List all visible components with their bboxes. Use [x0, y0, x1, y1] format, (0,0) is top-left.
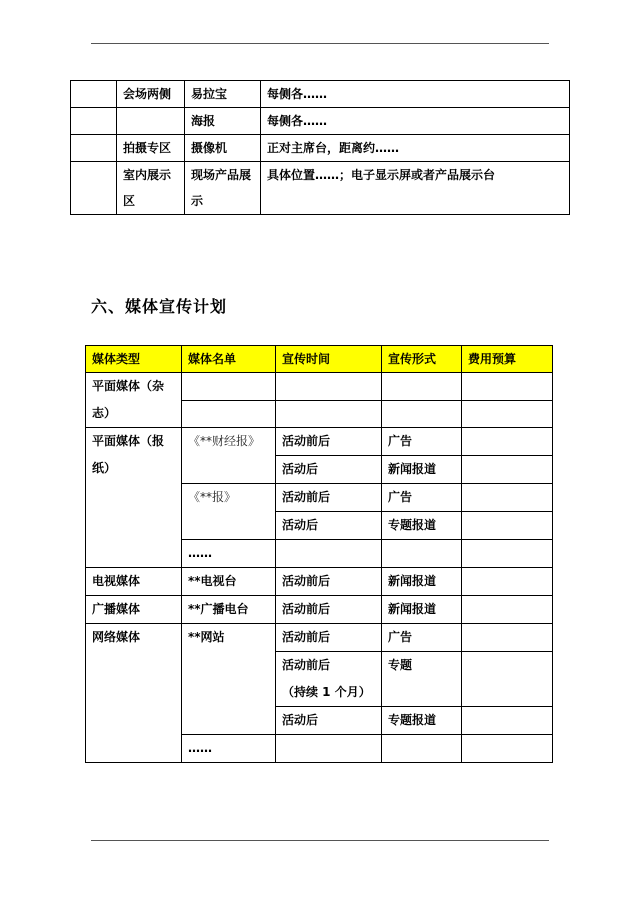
venue-item: 现场产品展示	[185, 162, 261, 215]
publicity-form-cell: 广告	[382, 484, 462, 512]
publicity-form-cell: 广告	[382, 428, 462, 456]
table-row	[71, 135, 570, 162]
media-name-cell: **电视台	[182, 568, 276, 596]
media-name-cell: 《**财经报》	[182, 428, 276, 484]
column-header: 宣传时间	[276, 346, 382, 373]
publicity-time-cell: 活动前后	[276, 624, 382, 652]
venue-desc: 每侧各……	[261, 108, 570, 135]
venue-area: 拍摄专区	[117, 135, 185, 162]
publicity-time-cell: 活动前后	[276, 484, 382, 512]
venue-desc: 具体位置……；电子显示屏或者产品展示台	[261, 162, 570, 215]
publicity-form-cell: 专题	[382, 652, 462, 707]
media-name-cell: **网站	[182, 624, 276, 735]
publicity-time-cell: 活动前后 （持续 1 个月）	[276, 652, 382, 707]
table-row	[71, 108, 570, 135]
publicity-time-cell: 活动前后	[276, 596, 382, 624]
publicity-form-cell: 新闻报道	[382, 596, 462, 624]
venue-desc: 每侧各……	[261, 81, 570, 108]
media-type-cell: 平面媒体（报纸）	[86, 428, 182, 568]
table-row	[86, 596, 553, 624]
publicity-form-cell: 专题报道	[382, 707, 462, 735]
table-header-row	[86, 346, 553, 373]
footer-rule	[91, 840, 549, 841]
column-header: 媒体名单	[182, 346, 276, 373]
publicity-time-cell: 活动后	[276, 707, 382, 735]
section-title: 六、媒体宣传计划	[91, 297, 228, 316]
table-row	[71, 162, 570, 215]
media-name-cell: 《**报》	[182, 484, 276, 540]
media-type-cell: 网络媒体	[86, 624, 182, 763]
venue-desc: 正对主席台，距离约……	[261, 135, 570, 162]
venue-item: 易拉宝	[185, 81, 261, 108]
media-type-cell: 电视媒体	[86, 568, 182, 596]
header-rule	[91, 43, 549, 44]
media-type-cell: 平面媒体（杂志）	[86, 373, 182, 428]
venue-area: 会场两侧	[117, 81, 185, 108]
publicity-time-cell: 活动前后	[276, 568, 382, 596]
venue-area	[117, 108, 185, 135]
publicity-form-cell: 新闻报道	[382, 456, 462, 484]
publicity-time-cell: 活动后	[276, 456, 382, 484]
table-row	[86, 428, 553, 456]
venue-item: 海报	[185, 108, 261, 135]
venue-layout-table	[70, 80, 570, 215]
publicity-form-cell: 广告	[382, 624, 462, 652]
media-name-cell: ……	[182, 735, 276, 763]
media-plan-table	[85, 345, 553, 763]
venue-area: 室内展示区	[117, 162, 185, 215]
publicity-form-cell: 新闻报道	[382, 568, 462, 596]
table-row	[86, 568, 553, 596]
publicity-form-cell: 专题报道	[382, 512, 462, 540]
publicity-time-cell: 活动前后	[276, 428, 382, 456]
media-name-cell: **广播电台	[182, 596, 276, 624]
table-row	[71, 81, 570, 108]
column-header: 宣传形式	[382, 346, 462, 373]
venue-item: 摄像机	[185, 135, 261, 162]
column-header: 媒体类型	[86, 346, 182, 373]
table-row	[86, 624, 553, 652]
media-name-cell: ……	[182, 540, 276, 568]
publicity-time-cell: 活动后	[276, 512, 382, 540]
table-row	[86, 373, 553, 401]
media-type-cell: 广播媒体	[86, 596, 182, 624]
column-header: 费用预算	[462, 346, 553, 373]
